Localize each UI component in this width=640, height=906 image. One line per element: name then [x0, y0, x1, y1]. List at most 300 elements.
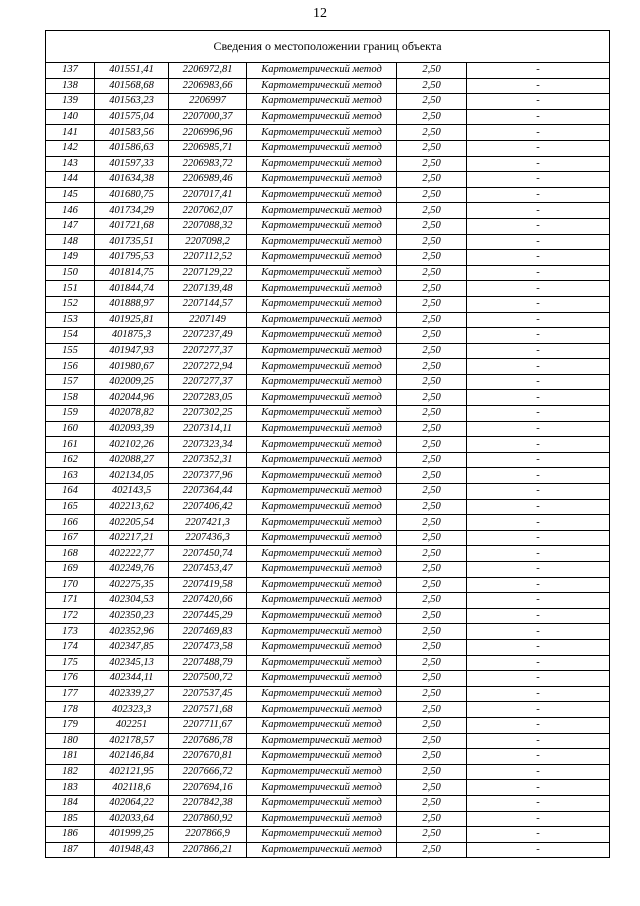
- method-cell: Картометрический метод: [247, 639, 397, 655]
- table-row: [46, 749, 610, 765]
- accuracy-cell: 2,50: [397, 811, 467, 827]
- point-number-cell: 141: [46, 125, 95, 141]
- x-coordinate-cell: 402118,6: [95, 780, 169, 796]
- y-coordinate-cell: 2207571,68: [169, 702, 247, 718]
- method-cell: Картометрический метод: [247, 764, 397, 780]
- y-coordinate-cell: 2207420,66: [169, 593, 247, 609]
- y-coordinate-cell: 2207860,92: [169, 811, 247, 827]
- x-coordinate-cell: 401563,23: [95, 94, 169, 110]
- accuracy-cell: 2,50: [397, 842, 467, 858]
- table-row: [46, 406, 610, 422]
- y-coordinate-cell: 2207352,31: [169, 452, 247, 468]
- table-row: [46, 702, 610, 718]
- y-coordinate-cell: 2207473,58: [169, 639, 247, 655]
- table-row: [46, 250, 610, 266]
- x-coordinate-cell: 401586,63: [95, 140, 169, 156]
- y-coordinate-cell: 2207419,58: [169, 577, 247, 593]
- y-coordinate-cell: 2207469,83: [169, 624, 247, 640]
- accuracy-cell: 2,50: [397, 795, 467, 811]
- y-coordinate-cell: 2207364,44: [169, 484, 247, 500]
- description-cell: -: [467, 156, 610, 172]
- method-cell: Картометрический метод: [247, 109, 397, 125]
- description-cell: -: [467, 109, 610, 125]
- y-coordinate-cell: 2207302,25: [169, 406, 247, 422]
- x-coordinate-cell: 402143,5: [95, 484, 169, 500]
- x-coordinate-cell: 402217,21: [95, 530, 169, 546]
- method-cell: Картометрический метод: [247, 499, 397, 515]
- accuracy-cell: 2,50: [397, 421, 467, 437]
- method-cell: Картометрический метод: [247, 421, 397, 437]
- table-row: [46, 827, 610, 843]
- x-coordinate-cell: 401948,43: [95, 842, 169, 858]
- x-coordinate-cell: 401734,29: [95, 203, 169, 219]
- method-cell: Картометрический метод: [247, 234, 397, 250]
- method-cell: Картометрический метод: [247, 702, 397, 718]
- point-number-cell: 183: [46, 780, 95, 796]
- point-number-cell: 171: [46, 593, 95, 609]
- description-cell: -: [467, 250, 610, 266]
- x-coordinate-cell: 402044,96: [95, 390, 169, 406]
- table-row: [46, 608, 610, 624]
- description-cell: -: [467, 655, 610, 671]
- method-cell: Картометрический метод: [247, 827, 397, 843]
- x-coordinate-cell: 401795,53: [95, 250, 169, 266]
- method-cell: Картометрический метод: [247, 811, 397, 827]
- method-cell: Картометрический метод: [247, 780, 397, 796]
- method-cell: Картометрический метод: [247, 203, 397, 219]
- accuracy-cell: 2,50: [397, 343, 467, 359]
- table-row: [46, 94, 610, 110]
- y-coordinate-cell: 2207406,42: [169, 499, 247, 515]
- table-row: [46, 187, 610, 203]
- description-cell: -: [467, 390, 610, 406]
- table-row: [46, 328, 610, 344]
- method-cell: Картометрический метод: [247, 406, 397, 422]
- description-cell: -: [467, 593, 610, 609]
- y-coordinate-cell: 2207144,57: [169, 296, 247, 312]
- method-cell: Картометрический метод: [247, 686, 397, 702]
- y-coordinate-cell: 2207421,3: [169, 515, 247, 531]
- accuracy-cell: 2,50: [397, 499, 467, 515]
- point-number-cell: 154: [46, 328, 95, 344]
- accuracy-cell: 2,50: [397, 515, 467, 531]
- x-coordinate-cell: 402009,25: [95, 374, 169, 390]
- table-row: [46, 780, 610, 796]
- method-cell: Картометрический метод: [247, 156, 397, 172]
- table-row: [46, 218, 610, 234]
- x-coordinate-cell: 401888,97: [95, 296, 169, 312]
- table-row: [46, 733, 610, 749]
- y-coordinate-cell: 2207666,72: [169, 764, 247, 780]
- table-row: [46, 562, 610, 578]
- accuracy-cell: 2,50: [397, 546, 467, 562]
- x-coordinate-cell: 402345,13: [95, 655, 169, 671]
- description-cell: -: [467, 530, 610, 546]
- table-row: [46, 484, 610, 500]
- table-row: [46, 390, 610, 406]
- accuracy-cell: 2,50: [397, 172, 467, 188]
- y-coordinate-cell: 2206989,46: [169, 172, 247, 188]
- description-cell: -: [467, 94, 610, 110]
- y-coordinate-cell: 2207323,34: [169, 437, 247, 453]
- method-cell: Картометрический метод: [247, 733, 397, 749]
- point-number-cell: 163: [46, 468, 95, 484]
- description-cell: -: [467, 827, 610, 843]
- accuracy-cell: 2,50: [397, 671, 467, 687]
- point-number-cell: 184: [46, 795, 95, 811]
- x-coordinate-cell: 402350,23: [95, 608, 169, 624]
- point-number-cell: 164: [46, 484, 95, 500]
- x-coordinate-cell: 402088,27: [95, 452, 169, 468]
- point-number-cell: 177: [46, 686, 95, 702]
- y-coordinate-cell: 2206983,66: [169, 78, 247, 94]
- x-coordinate-cell: 402102,26: [95, 437, 169, 453]
- description-cell: -: [467, 452, 610, 468]
- accuracy-cell: 2,50: [397, 218, 467, 234]
- table-row: [46, 281, 610, 297]
- accuracy-cell: 2,50: [397, 234, 467, 250]
- x-coordinate-cell: 402121,95: [95, 764, 169, 780]
- x-coordinate-cell: 401583,56: [95, 125, 169, 141]
- description-cell: -: [467, 296, 610, 312]
- x-coordinate-cell: 402213,62: [95, 499, 169, 515]
- page-number: 12: [313, 6, 327, 21]
- method-cell: Картометрический метод: [247, 593, 397, 609]
- table-row: [46, 312, 610, 328]
- accuracy-cell: 2,50: [397, 717, 467, 733]
- x-coordinate-cell: 401844,74: [95, 281, 169, 297]
- y-coordinate-cell: 2207488,79: [169, 655, 247, 671]
- accuracy-cell: 2,50: [397, 437, 467, 453]
- point-number-cell: 170: [46, 577, 95, 593]
- table-row: [46, 374, 610, 390]
- accuracy-cell: 2,50: [397, 530, 467, 546]
- x-coordinate-cell: 401551,41: [95, 63, 169, 79]
- point-number-cell: 137: [46, 63, 95, 79]
- accuracy-cell: 2,50: [397, 312, 467, 328]
- point-number-cell: 155: [46, 343, 95, 359]
- table-row: [46, 639, 610, 655]
- accuracy-cell: 2,50: [397, 749, 467, 765]
- point-number-cell: 178: [46, 702, 95, 718]
- x-coordinate-cell: 402093,39: [95, 421, 169, 437]
- method-cell: Картометрический метод: [247, 562, 397, 578]
- accuracy-cell: 2,50: [397, 702, 467, 718]
- description-cell: -: [467, 281, 610, 297]
- x-coordinate-cell: 402347,85: [95, 639, 169, 655]
- method-cell: Картометрический метод: [247, 655, 397, 671]
- table-row: [46, 156, 610, 172]
- x-coordinate-cell: 402251: [95, 717, 169, 733]
- point-number-cell: 179: [46, 717, 95, 733]
- x-coordinate-cell: 401925,81: [95, 312, 169, 328]
- table-title-row: [46, 31, 610, 63]
- method-cell: Картометрический метод: [247, 140, 397, 156]
- table-row: [46, 593, 610, 609]
- point-number-cell: 162: [46, 452, 95, 468]
- y-coordinate-cell: 2207088,32: [169, 218, 247, 234]
- description-cell: -: [467, 421, 610, 437]
- accuracy-cell: 2,50: [397, 608, 467, 624]
- table-row: [46, 717, 610, 733]
- y-coordinate-cell: 2207686,78: [169, 733, 247, 749]
- description-cell: -: [467, 359, 610, 375]
- accuracy-cell: 2,50: [397, 406, 467, 422]
- point-number-cell: 139: [46, 94, 95, 110]
- method-cell: Картометрический метод: [247, 218, 397, 234]
- table-row: [46, 265, 610, 281]
- table-row: [46, 795, 610, 811]
- method-cell: Картометрический метод: [247, 546, 397, 562]
- x-coordinate-cell: 401575,04: [95, 109, 169, 125]
- method-cell: Картометрический метод: [247, 343, 397, 359]
- method-cell: Картометрический метод: [247, 187, 397, 203]
- x-coordinate-cell: 402205,54: [95, 515, 169, 531]
- method-cell: Картометрический метод: [247, 328, 397, 344]
- table-body: [46, 31, 610, 858]
- accuracy-cell: 2,50: [397, 484, 467, 500]
- method-cell: Картометрический метод: [247, 795, 397, 811]
- method-cell: Картометрический метод: [247, 577, 397, 593]
- table-row: [46, 140, 610, 156]
- y-coordinate-cell: 2206985,71: [169, 140, 247, 156]
- accuracy-cell: 2,50: [397, 655, 467, 671]
- accuracy-cell: 2,50: [397, 374, 467, 390]
- table-row: [46, 686, 610, 702]
- method-cell: Картометрический метод: [247, 63, 397, 79]
- point-number-cell: 167: [46, 530, 95, 546]
- table-row: [46, 764, 610, 780]
- y-coordinate-cell: 2207694,16: [169, 780, 247, 796]
- accuracy-cell: 2,50: [397, 593, 467, 609]
- x-coordinate-cell: 401814,75: [95, 265, 169, 281]
- table-row: [46, 546, 610, 562]
- x-coordinate-cell: 402064,22: [95, 795, 169, 811]
- accuracy-cell: 2,50: [397, 686, 467, 702]
- x-coordinate-cell: 402344,11: [95, 671, 169, 687]
- accuracy-cell: 2,50: [397, 187, 467, 203]
- accuracy-cell: 2,50: [397, 140, 467, 156]
- description-cell: -: [467, 374, 610, 390]
- accuracy-cell: 2,50: [397, 265, 467, 281]
- table-row: [46, 125, 610, 141]
- description-cell: -: [467, 577, 610, 593]
- method-cell: Картометрический метод: [247, 468, 397, 484]
- description-cell: -: [467, 499, 610, 515]
- point-number-cell: 146: [46, 203, 95, 219]
- table-row: [46, 343, 610, 359]
- description-cell: -: [467, 671, 610, 687]
- y-coordinate-cell: 2207112,52: [169, 250, 247, 266]
- point-number-cell: 172: [46, 608, 95, 624]
- description-cell: -: [467, 780, 610, 796]
- accuracy-cell: 2,50: [397, 577, 467, 593]
- point-number-cell: 157: [46, 374, 95, 390]
- description-cell: -: [467, 125, 610, 141]
- x-coordinate-cell: 402146,84: [95, 749, 169, 765]
- method-cell: Картометрический метод: [247, 484, 397, 500]
- x-coordinate-cell: 401597,33: [95, 156, 169, 172]
- point-number-cell: 175: [46, 655, 95, 671]
- y-coordinate-cell: 2207149: [169, 312, 247, 328]
- accuracy-cell: 2,50: [397, 125, 467, 141]
- table-row: [46, 515, 610, 531]
- y-coordinate-cell: 2207017,41: [169, 187, 247, 203]
- y-coordinate-cell: 2207314,11: [169, 421, 247, 437]
- point-number-cell: 138: [46, 78, 95, 94]
- description-cell: -: [467, 733, 610, 749]
- point-number-cell: 148: [46, 234, 95, 250]
- description-cell: -: [467, 749, 610, 765]
- table-row: [46, 437, 610, 453]
- x-coordinate-cell: 401947,93: [95, 343, 169, 359]
- table-row: [46, 671, 610, 687]
- description-cell: -: [467, 218, 610, 234]
- description-cell: -: [467, 686, 610, 702]
- point-number-cell: 174: [46, 639, 95, 655]
- method-cell: Картометрический метод: [247, 530, 397, 546]
- point-number-cell: 176: [46, 671, 95, 687]
- description-cell: -: [467, 795, 610, 811]
- y-coordinate-cell: 2207670,81: [169, 749, 247, 765]
- accuracy-cell: 2,50: [397, 328, 467, 344]
- description-cell: -: [467, 484, 610, 500]
- y-coordinate-cell: 2207062,07: [169, 203, 247, 219]
- accuracy-cell: 2,50: [397, 390, 467, 406]
- table-row: [46, 655, 610, 671]
- x-coordinate-cell: 402134,05: [95, 468, 169, 484]
- table-row: [46, 172, 610, 188]
- method-cell: Картометрический метод: [247, 390, 397, 406]
- y-coordinate-cell: 2207098,2: [169, 234, 247, 250]
- y-coordinate-cell: 2207866,9: [169, 827, 247, 843]
- method-cell: Картометрический метод: [247, 515, 397, 531]
- accuracy-cell: 2,50: [397, 281, 467, 297]
- description-cell: -: [467, 515, 610, 531]
- description-cell: -: [467, 343, 610, 359]
- x-coordinate-cell: 401735,51: [95, 234, 169, 250]
- description-cell: -: [467, 842, 610, 858]
- description-cell: -: [467, 140, 610, 156]
- point-number-cell: 181: [46, 749, 95, 765]
- description-cell: -: [467, 265, 610, 281]
- description-cell: -: [467, 468, 610, 484]
- method-cell: Картометрический метод: [247, 172, 397, 188]
- method-cell: Картометрический метод: [247, 281, 397, 297]
- point-number-cell: 165: [46, 499, 95, 515]
- accuracy-cell: 2,50: [397, 764, 467, 780]
- point-number-cell: 161: [46, 437, 95, 453]
- description-cell: -: [467, 312, 610, 328]
- point-number-cell: 152: [46, 296, 95, 312]
- y-coordinate-cell: 2207272,94: [169, 359, 247, 375]
- x-coordinate-cell: 402033,64: [95, 811, 169, 827]
- accuracy-cell: 2,50: [397, 78, 467, 94]
- description-cell: -: [467, 764, 610, 780]
- method-cell: Картометрический метод: [247, 94, 397, 110]
- x-coordinate-cell: 402304,53: [95, 593, 169, 609]
- table-row: [46, 203, 610, 219]
- description-cell: -: [467, 546, 610, 562]
- method-cell: Картометрический метод: [247, 624, 397, 640]
- point-number-cell: 180: [46, 733, 95, 749]
- description-cell: -: [467, 172, 610, 188]
- table-row: [46, 530, 610, 546]
- accuracy-cell: 2,50: [397, 780, 467, 796]
- description-cell: -: [467, 811, 610, 827]
- point-number-cell: 151: [46, 281, 95, 297]
- table-row: [46, 296, 610, 312]
- point-number-cell: 142: [46, 140, 95, 156]
- x-coordinate-cell: 401680,75: [95, 187, 169, 203]
- x-coordinate-cell: 402339,27: [95, 686, 169, 702]
- description-cell: -: [467, 702, 610, 718]
- x-coordinate-cell: 402249,76: [95, 562, 169, 578]
- y-coordinate-cell: 2207866,21: [169, 842, 247, 858]
- table-row: [46, 624, 610, 640]
- description-cell: -: [467, 234, 610, 250]
- point-number-cell: 143: [46, 156, 95, 172]
- point-number-cell: 145: [46, 187, 95, 203]
- accuracy-cell: 2,50: [397, 639, 467, 655]
- accuracy-cell: 2,50: [397, 156, 467, 172]
- y-coordinate-cell: 2207237,49: [169, 328, 247, 344]
- method-cell: Картометрический метод: [247, 312, 397, 328]
- point-number-cell: 185: [46, 811, 95, 827]
- description-cell: -: [467, 717, 610, 733]
- x-coordinate-cell: 402275,35: [95, 577, 169, 593]
- method-cell: Картометрический метод: [247, 437, 397, 453]
- table-row: [46, 452, 610, 468]
- point-number-cell: 147: [46, 218, 95, 234]
- point-number-cell: 140: [46, 109, 95, 125]
- table-row: [46, 63, 610, 79]
- point-number-cell: 168: [46, 546, 95, 562]
- accuracy-cell: 2,50: [397, 359, 467, 375]
- description-cell: -: [467, 639, 610, 655]
- y-coordinate-cell: 2206972,81: [169, 63, 247, 79]
- y-coordinate-cell: 2207283,05: [169, 390, 247, 406]
- accuracy-cell: 2,50: [397, 94, 467, 110]
- method-cell: Картометрический метод: [247, 842, 397, 858]
- accuracy-cell: 2,50: [397, 203, 467, 219]
- description-cell: -: [467, 608, 610, 624]
- point-number-cell: 173: [46, 624, 95, 640]
- y-coordinate-cell: 2207500,72: [169, 671, 247, 687]
- y-coordinate-cell: 2207377,96: [169, 468, 247, 484]
- description-cell: -: [467, 562, 610, 578]
- y-coordinate-cell: 2207842,38: [169, 795, 247, 811]
- description-cell: -: [467, 203, 610, 219]
- table-row: [46, 499, 610, 515]
- table-row: [46, 468, 610, 484]
- y-coordinate-cell: 2207537,45: [169, 686, 247, 702]
- x-coordinate-cell: 401999,25: [95, 827, 169, 843]
- table-row: [46, 421, 610, 437]
- y-coordinate-cell: 2206997: [169, 94, 247, 110]
- method-cell: Картометрический метод: [247, 359, 397, 375]
- point-number-cell: 186: [46, 827, 95, 843]
- point-number-cell: 187: [46, 842, 95, 858]
- description-cell: -: [467, 406, 610, 422]
- point-number-cell: 156: [46, 359, 95, 375]
- x-coordinate-cell: 402178,57: [95, 733, 169, 749]
- accuracy-cell: 2,50: [397, 562, 467, 578]
- y-coordinate-cell: 2207711,67: [169, 717, 247, 733]
- method-cell: Картометрический метод: [247, 749, 397, 765]
- point-number-cell: 166: [46, 515, 95, 531]
- accuracy-cell: 2,50: [397, 827, 467, 843]
